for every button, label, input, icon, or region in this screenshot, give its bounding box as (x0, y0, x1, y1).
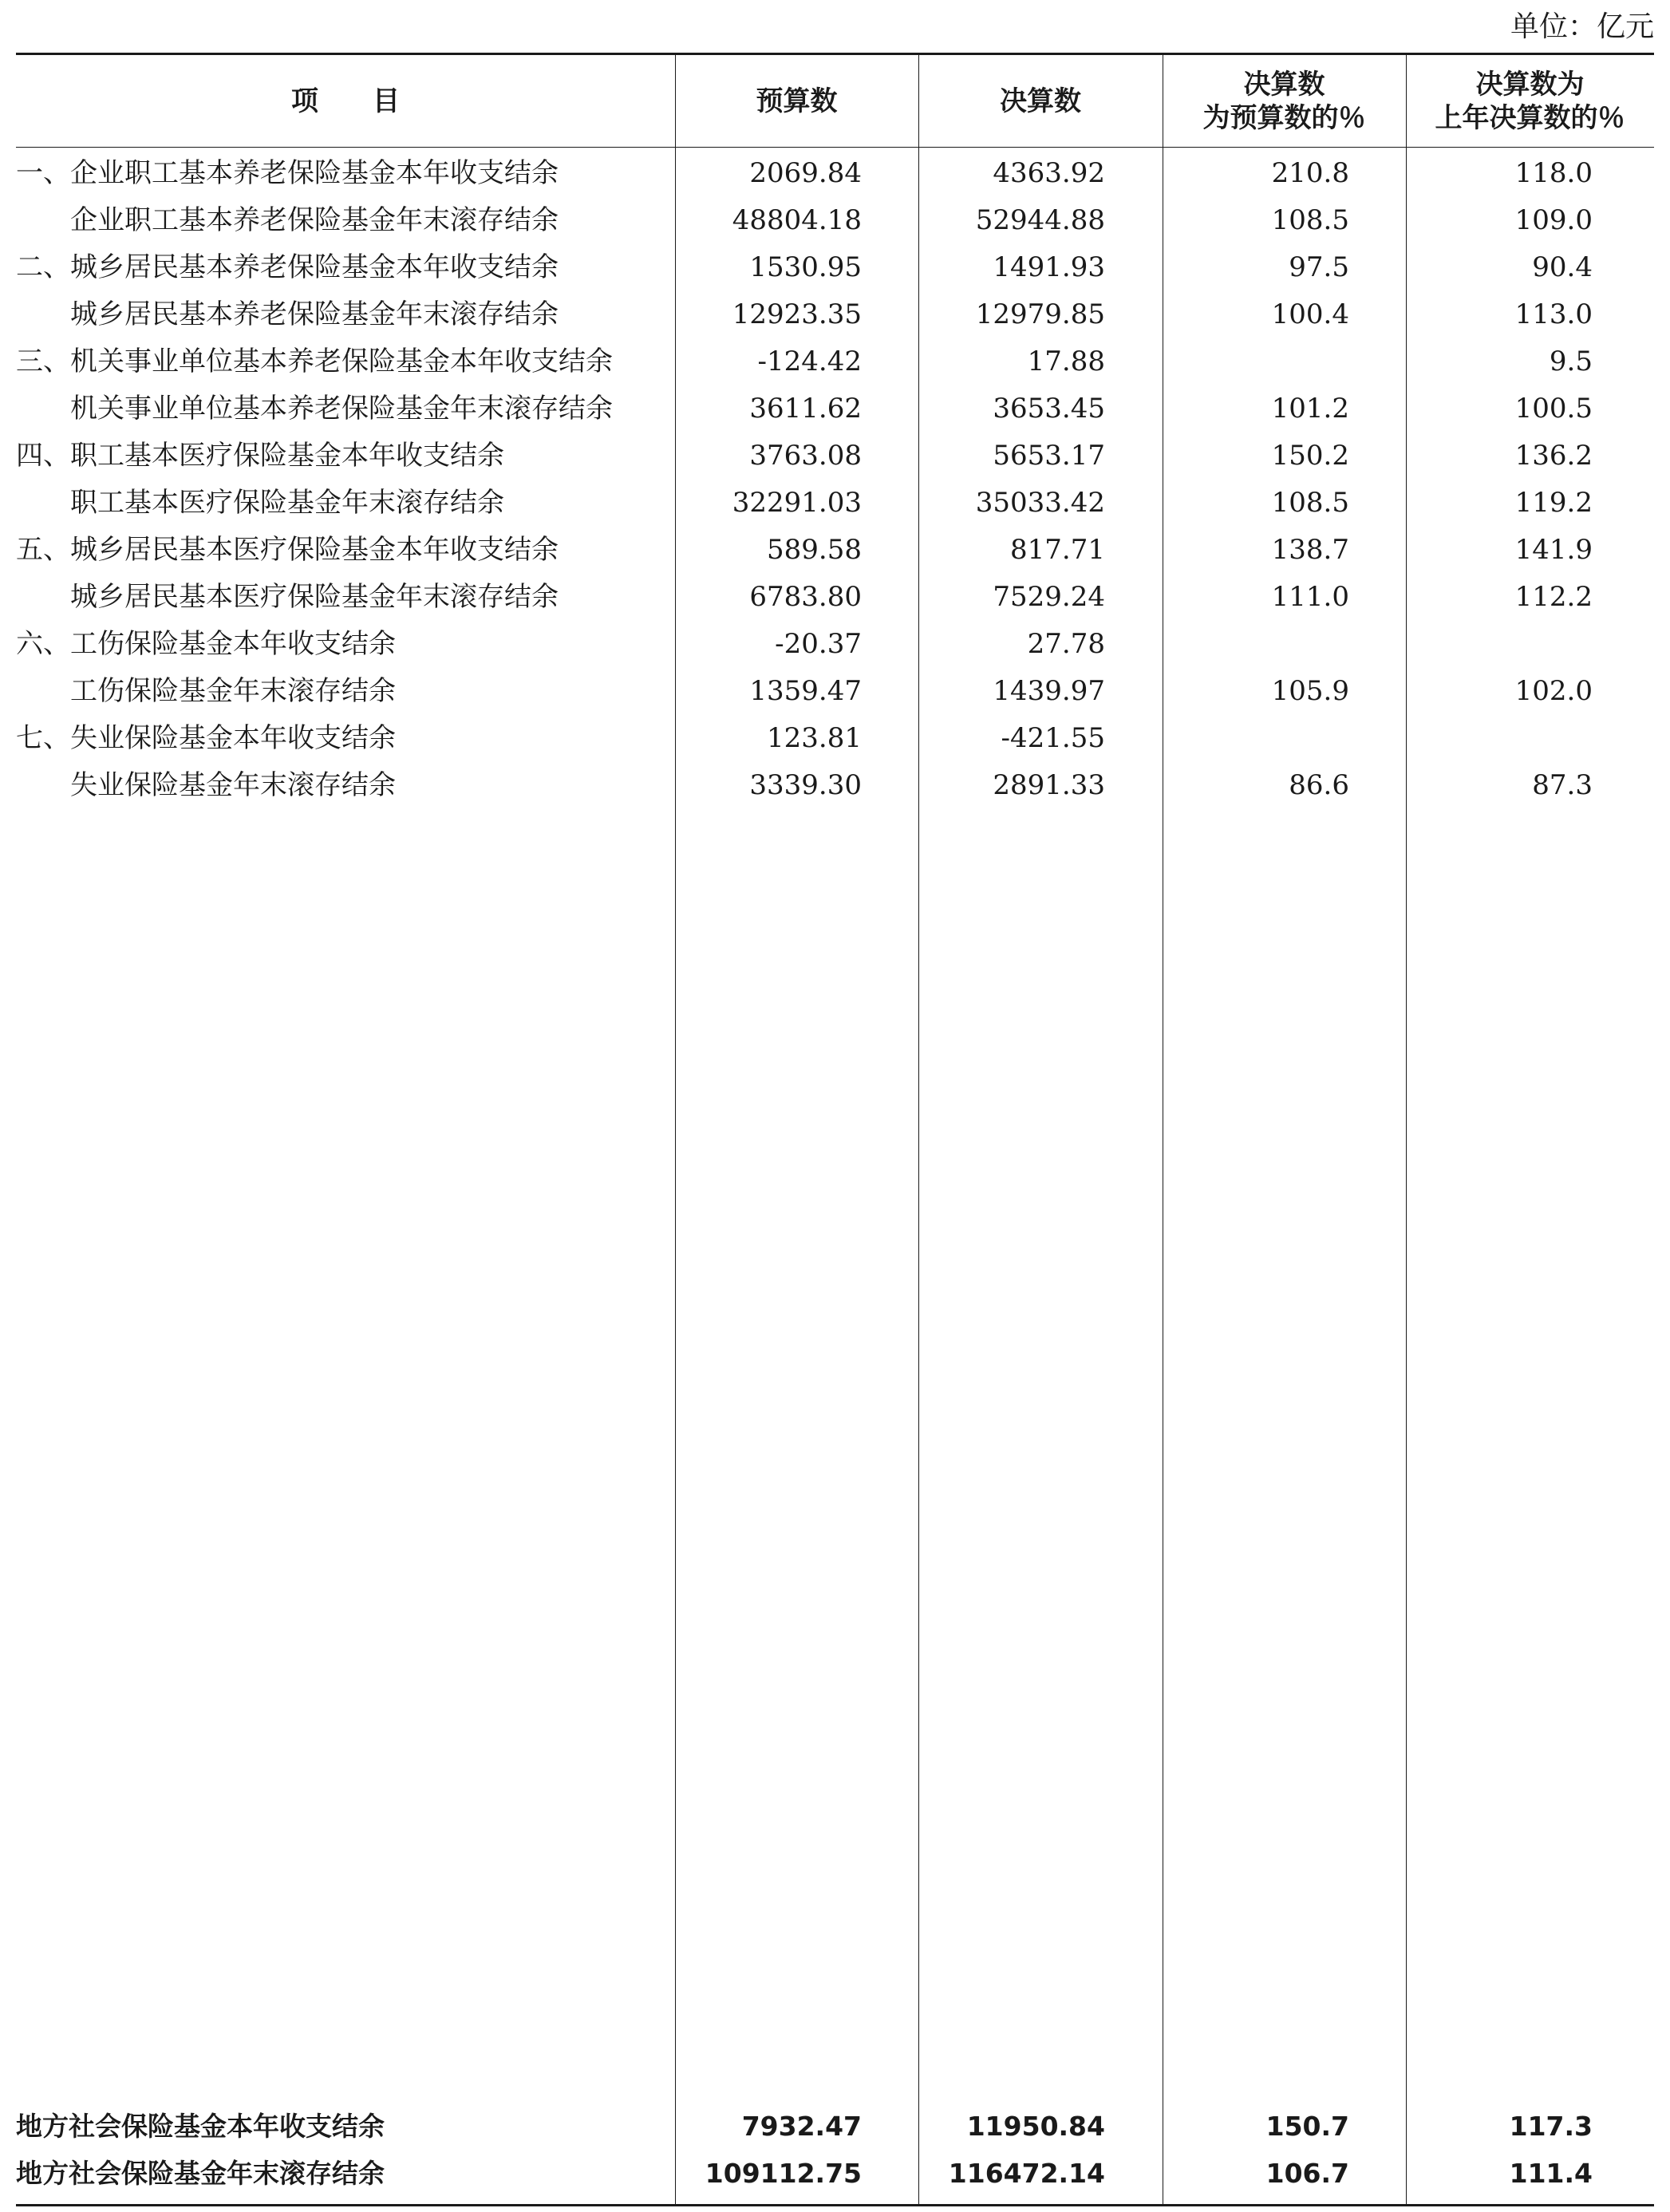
cell-item: 七、失业保险基金本年收支结余 (16, 722, 396, 754)
table-row (16, 527, 1654, 574)
cell-pct-last-year: 9.5 (1549, 346, 1593, 377)
cell-budget: 3611.62 (749, 393, 862, 425)
cell-pct-budget (1166, 338, 1349, 385)
cell-pct-last-year (1409, 715, 1593, 762)
cell-final: 3653.45 (993, 393, 1105, 425)
table-row (16, 197, 1654, 244)
cell-item: 失业保险基金年末滚存结余 (70, 769, 396, 801)
table-row (16, 621, 1654, 668)
table-row (16, 291, 1654, 338)
cell-budget: 7932.47 (741, 2111, 862, 2142)
social-insurance-fund-table (16, 53, 1654, 2206)
table-row (16, 715, 1654, 762)
cell-budget: 109112.75 (705, 2158, 862, 2189)
cell-final: 17.88 (1027, 346, 1105, 377)
total-row (16, 2150, 1654, 2197)
cell-budget: 1530.95 (749, 251, 862, 283)
cell-pct-budget: 100.4 (1271, 298, 1349, 330)
cell-final: 817.71 (1010, 534, 1105, 566)
cell-item: 一、企业职工基本养老保险基金本年收支结余 (16, 157, 559, 189)
cell-pct-budget (1166, 715, 1349, 762)
table-row (16, 668, 1654, 715)
cell-pct-budget: 106.7 (1265, 2158, 1349, 2189)
cell-budget: 2069.84 (749, 157, 862, 189)
cell-final: 2891.33 (993, 769, 1105, 801)
cell-pct-last-year: 100.5 (1514, 393, 1593, 425)
cell-pct-last-year: 102.0 (1514, 675, 1593, 707)
cell-final: 116472.14 (948, 2158, 1105, 2189)
cell-budget: 3763.08 (749, 440, 862, 472)
cell-final: 52944.88 (975, 204, 1105, 236)
cell-pct-last-year: 90.4 (1532, 251, 1593, 283)
cell-pct-last-year: 112.2 (1514, 581, 1593, 613)
cell-pct-budget: 111.0 (1271, 581, 1349, 613)
cell-pct-last-year: 113.0 (1514, 298, 1593, 330)
header-final: 决算数 (1000, 85, 1081, 117)
cell-final: 1491.93 (993, 251, 1105, 283)
cell-budget: -20.37 (775, 628, 862, 660)
table-row (16, 338, 1654, 385)
table-row (16, 150, 1654, 197)
cell-final: -421.55 (1001, 722, 1105, 754)
cell-item: 二、城乡居民基本养老保险基金本年收支结余 (16, 251, 559, 283)
cell-pct-last-year: 136.2 (1514, 440, 1593, 472)
cell-budget: 589.58 (767, 534, 862, 566)
cell-pct-budget: 138.7 (1271, 534, 1349, 566)
cell-pct-budget: 150.7 (1265, 2111, 1349, 2142)
cell-final: 27.78 (1027, 628, 1105, 660)
cell-item: 六、工伤保险基金本年收支结余 (16, 628, 396, 660)
unit-label: 单位：亿元 (1510, 10, 1654, 43)
cell-final: 5653.17 (993, 440, 1105, 472)
cell-pct-budget: 150.2 (1271, 440, 1349, 472)
cell-item: 企业职工基本养老保险基金年末滚存结余 (70, 204, 559, 236)
cell-pct-budget: 105.9 (1271, 675, 1349, 707)
cell-pct-budget: 101.2 (1271, 393, 1349, 425)
cell-item: 地方社会保险基金本年收支结余 (16, 2111, 385, 2142)
cell-item: 职工基本医疗保险基金年末滚存结余 (70, 487, 504, 519)
cell-budget: 6783.80 (749, 581, 862, 613)
header-final-pct-last-year: 决算数为 上年决算数的％ (1435, 68, 1625, 134)
cell-budget: 32291.03 (732, 487, 862, 519)
header-item: 项 目 (291, 85, 400, 117)
cell-pct-last-year: 119.2 (1514, 487, 1593, 519)
cell-item: 五、城乡居民基本医疗保险基金本年收支结余 (16, 534, 559, 566)
cell-pct-last-year (1409, 621, 1593, 668)
cell-item: 四、职工基本医疗保险基金本年收支结余 (16, 440, 504, 472)
cell-pct-last-year: 117.3 (1509, 2111, 1593, 2142)
cell-pct-budget (1166, 621, 1349, 668)
cell-budget: 48804.18 (732, 204, 862, 236)
cell-pct-last-year: 111.4 (1509, 2158, 1593, 2189)
table-header (16, 55, 1654, 148)
cell-final: 12979.85 (975, 298, 1105, 330)
cell-item: 城乡居民基本医疗保险基金年末滚存结余 (70, 581, 559, 613)
table-row (16, 480, 1654, 527)
cell-budget: 12923.35 (732, 298, 862, 330)
cell-pct-budget: 108.5 (1271, 204, 1349, 236)
cell-budget: 123.81 (767, 722, 862, 754)
cell-item: 地方社会保险基金年末滚存结余 (16, 2158, 385, 2189)
total-row (16, 2103, 1654, 2150)
header-budget: 预算数 (756, 85, 838, 117)
header-final-pct-budget: 决算数 为预算数的％ (1202, 68, 1366, 134)
cell-pct-budget: 97.5 (1289, 251, 1349, 283)
table-row (16, 244, 1654, 291)
cell-final: 1439.97 (993, 675, 1105, 707)
cell-final: 35033.42 (975, 487, 1105, 519)
cell-budget: -124.42 (757, 346, 862, 377)
cell-pct-last-year: 87.3 (1532, 769, 1593, 801)
cell-item: 城乡居民基本养老保险基金年末滚存结余 (70, 298, 559, 330)
cell-item: 三、机关事业单位基本养老保险基金本年收支结余 (16, 346, 613, 377)
table-row (16, 574, 1654, 621)
cell-budget: 3339.30 (749, 769, 862, 801)
cell-item: 工伤保险基金年末滚存结余 (70, 675, 396, 707)
cell-pct-budget: 86.6 (1289, 769, 1349, 801)
cell-pct-budget: 210.8 (1271, 157, 1349, 189)
cell-item: 机关事业单位基本养老保险基金年末滚存结余 (70, 393, 613, 425)
table-row (16, 762, 1654, 809)
cell-final: 7529.24 (993, 581, 1105, 613)
cell-budget: 1359.47 (749, 675, 862, 707)
cell-pct-last-year: 109.0 (1514, 204, 1593, 236)
cell-final: 4363.92 (993, 157, 1105, 189)
table-row (16, 433, 1654, 480)
cell-pct-last-year: 118.0 (1514, 157, 1593, 189)
cell-pct-last-year: 141.9 (1514, 534, 1593, 566)
table-row (16, 385, 1654, 433)
cell-final: 11950.84 (966, 2111, 1105, 2142)
cell-pct-budget: 108.5 (1271, 487, 1349, 519)
